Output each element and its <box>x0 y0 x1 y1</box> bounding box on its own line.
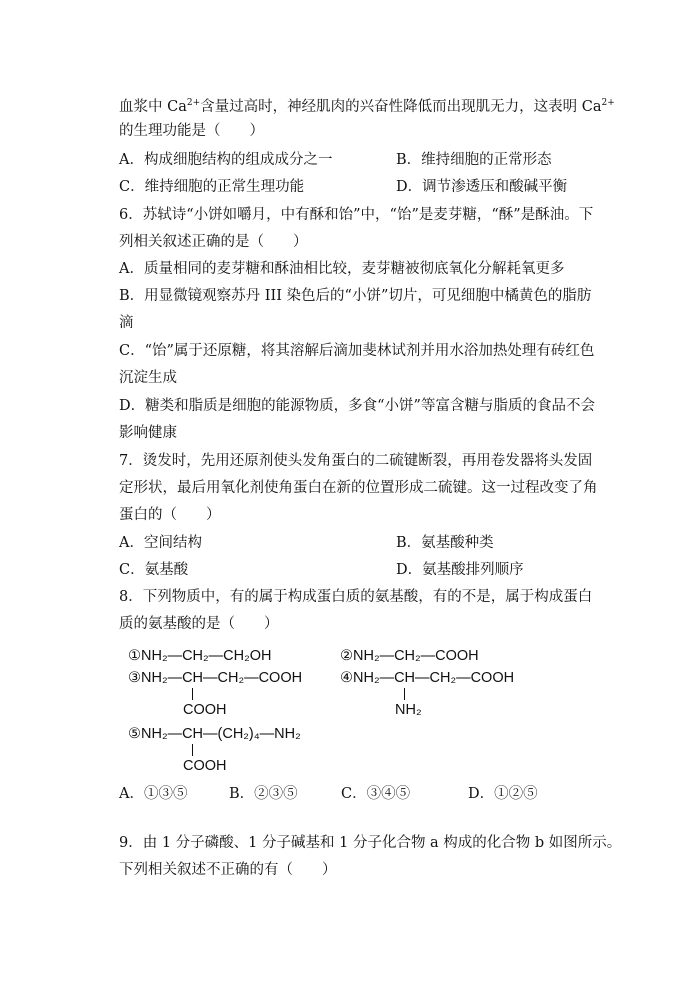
formula-5-bond <box>192 744 193 756</box>
formula-5-substituent: COOH <box>183 758 227 774</box>
q7-option-c: C．氨基酸 <box>119 562 189 578</box>
q8-option-a: A．①③⑤ <box>119 786 188 802</box>
q6-option-d-line1: D．糖类和脂质是细胞的能源物质，多食“小饼”等富含糖与脂质的食品不会 <box>119 398 595 414</box>
q9-stem-line1: 9．由 1 分子磷酸、1 分子碱基和 1 分子化合物 a 构成的化合物 b 如图所示。 <box>119 835 622 851</box>
q5-superscript-2: 2+ <box>601 98 615 108</box>
formula-4-bond <box>404 688 405 700</box>
q6-option-c-line1: C．“饴”属于还原糖，将其溶解后滴加斐林试剂并用水浴加热处理有砖红色 <box>119 343 595 359</box>
q5-option-d: D．调节渗透压和酸碱平衡 <box>396 179 568 195</box>
formula-5: ⑤NH₂—CH—(CH₂)₄—NH₂ <box>128 726 301 742</box>
q6-stem-line1: 6．苏轼诗“小饼如嚼月，中有酥和饴”中，“饴”是麦芽糖，“酥”是酥油。下 <box>119 207 594 223</box>
q8-option-b: B．②③⑤ <box>229 786 298 802</box>
q5-stem-line1 <box>119 93 615 117</box>
q6-stem-line2: 列相关叙述正确的是（ ） <box>119 234 308 250</box>
q5-option-a: A．构成细胞结构的组成成分之一 <box>119 152 333 168</box>
q8-stem-line2: 质的氨基酸的是（ ） <box>119 616 279 632</box>
formula-4-substituent: NH₂ <box>395 702 422 718</box>
q5-option-c: C．维持细胞的正常生理功能 <box>119 179 305 195</box>
q8-option-d: D．①②⑤ <box>468 786 538 802</box>
q7-option-d: D．氨基酸排列顺序 <box>396 562 524 578</box>
q5-stem-text-a: 血浆中 Ca <box>119 99 187 115</box>
q5-stem-text-b: 含量过高时，神经肌肉的兴奋性降低而出现肌无力，这表明 Ca <box>200 99 602 115</box>
q8-stem-line1: 8．下列物质中，有的属于构成蛋白质的氨基酸，有的不是，属于构成蛋白 <box>119 589 593 605</box>
q7-stem-line1: 7．烫发时，先用还原剂使头发角蛋白的二硫键断裂，再用卷发器将头发固 <box>119 453 593 469</box>
q7-option-a: A．空间结构 <box>119 535 202 551</box>
q8-option-c: C．③④⑤ <box>341 786 411 802</box>
q6-option-a: A．质量相同的麦芽糖和酥油相比较，麦芽糖被彻底氧化分解耗氧更多 <box>119 261 565 277</box>
q6-option-b-line1: B．用显微镜观察苏丹 III 染色后的“小饼”切片，可见细胞中橘黄色的脂肪 <box>119 288 592 304</box>
formula-3-bond <box>192 688 193 700</box>
q7-stem-line3: 蛋白的（ ） <box>119 507 221 523</box>
q6-option-c-line2: 沉淀生成 <box>119 370 177 386</box>
q9-stem-line2: 下列相关叙述不正确的有（ ） <box>119 862 337 878</box>
formula-2: ②NH₂—CH₂—COOH <box>340 648 479 664</box>
q5-stem-line2: 的生理功能是（ ） <box>119 123 264 139</box>
formula-4: ④NH₂—CH—CH₂—COOH <box>340 670 515 686</box>
q6-option-d-line2: 影响健康 <box>119 425 177 441</box>
formula-1: ①NH₂—CH₂—CH₂OH <box>128 648 272 664</box>
formula-3-substituent: COOH <box>183 702 227 718</box>
q7-stem-line2: 定形状，最后用氧化剂使角蛋白在新的位置形成二硫键。这一过程改变了角 <box>119 480 598 496</box>
q5-superscript-1: 2+ <box>186 98 201 108</box>
q6-option-b-line2: 滴 <box>119 315 134 331</box>
q7-option-b: B．氨基酸种类 <box>396 535 494 551</box>
q5-option-b: B．维持细胞的正常形态 <box>396 152 552 168</box>
formula-3: ③NH₂—CH—CH₂—COOH <box>128 670 303 686</box>
